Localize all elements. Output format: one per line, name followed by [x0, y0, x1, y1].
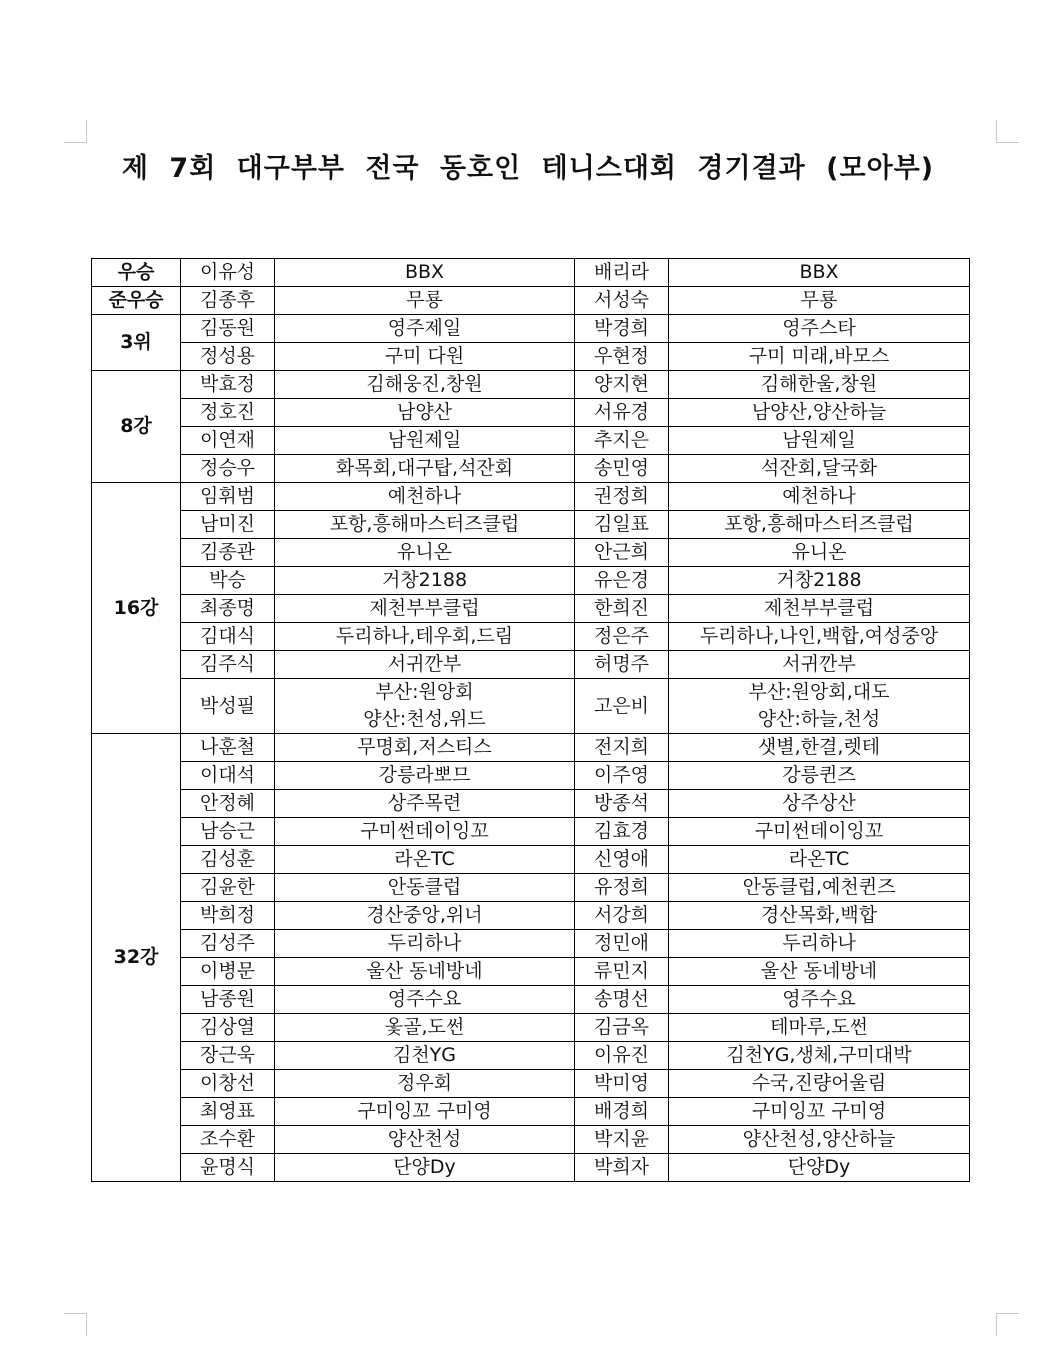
female-player-club — [669, 511, 970, 539]
male-player-club-line: 양산천성 — [387, 1128, 462, 1150]
male-player-club-line: 라온TC — [394, 848, 455, 870]
female-player-club-line: 영주스타 — [782, 317, 856, 339]
female-player-club-line: 양산:하늘,천성 — [757, 708, 881, 730]
male-player-club-line: 상주목련 — [387, 792, 462, 814]
female-player-name: 류민지 — [575, 958, 669, 986]
male-player-club — [275, 399, 575, 427]
female-player-name: 우현정 — [575, 343, 669, 371]
female-player-club — [669, 483, 970, 511]
female-player-name: 이유진 — [575, 1042, 669, 1070]
male-player-name: 정호진 — [181, 399, 275, 427]
female-player-club — [669, 623, 970, 651]
female-player-club — [669, 986, 970, 1014]
female-player-club — [669, 287, 970, 315]
male-player-name: 임휘범 — [181, 483, 275, 511]
male-player-club — [275, 539, 575, 567]
table-row — [92, 930, 970, 958]
table-row — [92, 427, 970, 455]
female-player-club — [669, 371, 970, 399]
male-player-club — [275, 874, 575, 902]
female-player-club-line: 거창2188 — [776, 569, 862, 591]
female-player-name: 정은주 — [575, 623, 669, 651]
male-player-club-line: 영주수요 — [387, 988, 462, 1010]
female-player-club — [669, 1042, 970, 1070]
table-row — [92, 455, 970, 483]
female-player-club-line: 샛별,한결,렛테 — [757, 736, 881, 758]
female-player-name: 전지희 — [575, 734, 669, 762]
female-player-club — [669, 567, 970, 595]
male-player-club — [275, 1154, 575, 1182]
female-player-club-line: 구미썬데이잉꼬 — [754, 820, 884, 842]
male-player-club — [275, 315, 575, 343]
male-player-name: 김대식 — [181, 623, 275, 651]
male-player-club — [275, 483, 575, 511]
female-player-club-line: 제천부부클럽 — [763, 597, 875, 619]
female-player-club — [669, 1098, 970, 1126]
table-row — [92, 679, 970, 734]
female-player-name: 이주영 — [575, 762, 669, 790]
male-player-name: 박효정 — [181, 371, 275, 399]
male-player-club — [275, 1014, 575, 1042]
female-player-name: 한희진 — [575, 595, 669, 623]
male-player-club-line: 남양산 — [396, 401, 453, 423]
female-player-club — [669, 762, 970, 790]
female-player-club-line: 예천하나 — [782, 485, 856, 507]
female-player-club-line: 석잔회,달국화 — [760, 457, 878, 479]
female-player-club-line: 울산 동네방네 — [760, 960, 878, 982]
female-player-club — [669, 539, 970, 567]
male-player-club-line: 구미잉꼬 구미영 — [357, 1100, 492, 1122]
table-row — [92, 1154, 970, 1182]
table-row — [92, 818, 970, 846]
female-player-club-line: 포항,흥해마스터즈클럽 — [724, 513, 914, 535]
round-label: 16강 — [92, 483, 181, 734]
table-row — [92, 1070, 970, 1098]
female-player-club-line: 두리하나,나인,백합,여성중앙 — [699, 625, 939, 647]
female-player-name: 박미영 — [575, 1070, 669, 1098]
female-player-name: 서유경 — [575, 399, 669, 427]
male-player-club-line: 무명회,저스티스 — [357, 736, 492, 758]
male-player-name: 이병문 — [181, 958, 275, 986]
round-label: 32강 — [92, 734, 181, 1182]
table-row — [92, 511, 970, 539]
table-row — [92, 567, 970, 595]
male-player-name: 김상열 — [181, 1014, 275, 1042]
male-player-name: 최종명 — [181, 595, 275, 623]
male-player-club — [275, 1098, 575, 1126]
female-player-club — [669, 427, 970, 455]
male-player-club-line: 부산:원앙회 — [375, 681, 474, 703]
female-player-name: 정민애 — [575, 930, 669, 958]
table-row — [92, 539, 970, 567]
table-row — [92, 958, 970, 986]
female-player-name: 권정희 — [575, 483, 669, 511]
male-player-name: 조수환 — [181, 1126, 275, 1154]
male-player-club — [275, 902, 575, 930]
male-player-club-line: 정우회 — [396, 1072, 453, 1094]
male-player-name: 정승우 — [181, 455, 275, 483]
female-player-club — [669, 902, 970, 930]
female-player-name: 허명주 — [575, 651, 669, 679]
results-table-body — [92, 259, 970, 1182]
male-player-name: 김종후 — [181, 287, 275, 315]
table-row — [92, 1042, 970, 1070]
female-player-name: 박경희 — [575, 315, 669, 343]
male-player-club-line: 단양Dy — [393, 1156, 456, 1178]
male-player-club — [275, 1042, 575, 1070]
female-player-club — [669, 818, 970, 846]
female-player-club-line: 남원제일 — [782, 429, 856, 451]
page-corner-mark-bottom-right — [996, 1313, 1019, 1336]
male-player-name: 남종원 — [181, 986, 275, 1014]
male-player-club — [275, 734, 575, 762]
male-player-club-line: 예천하나 — [387, 485, 462, 507]
male-player-club — [275, 762, 575, 790]
male-player-club — [275, 511, 575, 539]
table-row — [92, 595, 970, 623]
table-row — [92, 399, 970, 427]
female-player-club-line: 김해한울,창원 — [760, 373, 878, 395]
page-corner-mark-top-right — [996, 120, 1019, 143]
round-label: 준우승 — [92, 287, 181, 315]
table-row — [92, 762, 970, 790]
female-player-club-line: 두리하나 — [782, 932, 856, 954]
female-player-club — [669, 315, 970, 343]
male-player-club — [275, 371, 575, 399]
male-player-club-line: 유니온 — [396, 541, 453, 563]
female-player-club — [669, 1070, 970, 1098]
male-player-club — [275, 259, 575, 287]
male-player-name: 김윤한 — [181, 874, 275, 902]
female-player-name: 서성숙 — [575, 287, 669, 315]
female-player-club — [669, 595, 970, 623]
male-player-name: 장근욱 — [181, 1042, 275, 1070]
male-player-club-line: 경산중앙,위너 — [366, 904, 483, 926]
female-player-club-line: 김천YG,생체,구미대박 — [726, 1044, 912, 1066]
table-row — [92, 1014, 970, 1042]
female-player-club-line: 부산:원앙회,대도 — [748, 681, 890, 703]
male-player-club-line: 울산 동네방네 — [366, 960, 483, 982]
male-player-club-line: BBX — [404, 261, 445, 283]
female-player-name: 양지현 — [575, 371, 669, 399]
page-corner-mark-top-left — [64, 120, 87, 143]
male-player-club-line: 구미썬데이잉꼬 — [360, 820, 489, 842]
female-player-name: 김일표 — [575, 511, 669, 539]
male-player-club — [275, 930, 575, 958]
male-player-club-line: 두리하나,테우회,드림 — [335, 625, 514, 647]
male-player-name: 안정혜 — [181, 790, 275, 818]
male-player-club — [275, 287, 575, 315]
female-player-club-line: 영주수요 — [782, 988, 856, 1010]
table-row — [92, 986, 970, 1014]
female-player-club-line: 테마루,도썬 — [770, 1016, 868, 1038]
male-player-name: 김종관 — [181, 539, 275, 567]
female-player-club — [669, 1154, 970, 1182]
male-player-club — [275, 986, 575, 1014]
table-row — [92, 790, 970, 818]
table-row — [92, 902, 970, 930]
table-row — [92, 874, 970, 902]
results-table — [91, 258, 970, 1182]
female-player-club — [669, 259, 970, 287]
male-player-name: 남승근 — [181, 818, 275, 846]
female-player-name: 방종석 — [575, 790, 669, 818]
female-player-name: 박지윤 — [575, 1126, 669, 1154]
female-player-name: 송민영 — [575, 455, 669, 483]
male-player-club — [275, 651, 575, 679]
male-player-club-line: 두리하나 — [387, 932, 462, 954]
female-player-club-line: 유니온 — [791, 541, 847, 563]
table-row — [92, 1126, 970, 1154]
female-player-club — [669, 679, 970, 734]
table-row — [92, 315, 970, 343]
male-player-club-line: 김해웅진,창원 — [366, 373, 483, 395]
male-player-name: 김주식 — [181, 651, 275, 679]
female-player-club — [669, 874, 970, 902]
round-label: 3위 — [92, 315, 181, 371]
female-player-club — [669, 1126, 970, 1154]
female-player-name: 유정희 — [575, 874, 669, 902]
table-row — [92, 343, 970, 371]
male-player-name: 박희정 — [181, 902, 275, 930]
female-player-club — [669, 958, 970, 986]
male-player-name: 박승 — [181, 567, 275, 595]
male-player-club-line: 서귀깐부 — [387, 653, 462, 675]
male-player-club — [275, 455, 575, 483]
table-row — [92, 287, 970, 315]
male-player-club — [275, 1070, 575, 1098]
table-row — [92, 371, 970, 399]
female-player-club — [669, 734, 970, 762]
table-row — [92, 259, 970, 287]
female-player-club-line: 경산목화,백합 — [760, 904, 878, 926]
male-player-name: 정성용 — [181, 343, 275, 371]
table-row — [92, 846, 970, 874]
round-label: 우승 — [92, 259, 181, 287]
male-player-name: 박성필 — [181, 679, 275, 734]
female-player-name: 박희자 — [575, 1154, 669, 1182]
female-player-name: 신영애 — [575, 846, 669, 874]
female-player-name: 안근희 — [575, 539, 669, 567]
male-player-name: 이연재 — [181, 427, 275, 455]
female-player-club-line: 단양Dy — [787, 1156, 851, 1178]
male-player-club-line: 화목회,대구탑,석잔회 — [335, 457, 514, 479]
female-player-club-line: 남양산,양산하늘 — [751, 401, 887, 423]
table-row — [92, 1098, 970, 1126]
female-player-club-line: 상주상산 — [782, 792, 856, 814]
male-player-club-line: 포항,흥해마스터즈클럽 — [329, 513, 520, 535]
female-player-club — [669, 1014, 970, 1042]
male-player-club-line: 안동클럽 — [387, 876, 462, 898]
female-player-club — [669, 930, 970, 958]
female-player-club-line: 서귀깐부 — [782, 653, 856, 675]
female-player-name: 김효경 — [575, 818, 669, 846]
male-player-club — [275, 623, 575, 651]
female-player-name: 배경희 — [575, 1098, 669, 1126]
male-player-name: 윤명식 — [181, 1154, 275, 1182]
table-row — [92, 623, 970, 651]
male-player-club-line: 옻골,도썬 — [384, 1016, 465, 1038]
female-player-name: 김금옥 — [575, 1014, 669, 1042]
round-label: 8강 — [92, 371, 181, 483]
male-player-club — [275, 1126, 575, 1154]
female-player-club-line: BBX — [799, 261, 839, 283]
female-player-name: 송명선 — [575, 986, 669, 1014]
female-player-club — [669, 455, 970, 483]
male-player-club-line: 무룡 — [406, 289, 443, 311]
male-player-club — [275, 818, 575, 846]
male-player-club-line: 김천YG — [392, 1044, 457, 1066]
female-player-name: 고은비 — [575, 679, 669, 734]
male-player-name: 나훈철 — [181, 734, 275, 762]
female-player-club — [669, 343, 970, 371]
female-player-club-line: 라온TC — [788, 848, 850, 870]
male-player-name: 이유성 — [181, 259, 275, 287]
male-player-club — [275, 567, 575, 595]
female-player-name: 서강희 — [575, 902, 669, 930]
female-player-club-line: 무룡 — [800, 289, 838, 311]
male-player-name: 김동원 — [181, 315, 275, 343]
male-player-club — [275, 958, 575, 986]
document-title: 제 7회 대구부부 전국 동호인 테니스대회 경기결과 (모아부) — [121, 153, 935, 184]
male-player-name: 남미진 — [181, 511, 275, 539]
female-player-club — [669, 399, 970, 427]
male-player-club — [275, 846, 575, 874]
male-player-club-line: 양산:천성,위드 — [363, 708, 486, 730]
female-player-club — [669, 846, 970, 874]
male-player-club — [275, 679, 575, 734]
male-player-club-line: 구미 다원 — [384, 345, 465, 367]
male-player-club-line: 강릉라뽀므 — [378, 764, 471, 786]
male-player-name: 최영표 — [181, 1098, 275, 1126]
male-player-club — [275, 790, 575, 818]
female-player-name: 배리라 — [575, 259, 669, 287]
page-corner-mark-bottom-left — [64, 1313, 87, 1336]
male-player-club — [275, 595, 575, 623]
male-player-name: 이대석 — [181, 762, 275, 790]
female-player-name: 유은경 — [575, 567, 669, 595]
female-player-club — [669, 790, 970, 818]
male-player-name: 김성훈 — [181, 846, 275, 874]
male-player-name: 이창선 — [181, 1070, 275, 1098]
table-row — [92, 734, 970, 762]
female-player-club-line: 안동클럽,예천퀸즈 — [742, 876, 896, 898]
male-player-club-line: 거창2188 — [381, 569, 468, 591]
male-player-name: 김성주 — [181, 930, 275, 958]
table-row — [92, 651, 970, 679]
female-player-club-line: 구미 미래,바모스 — [748, 345, 890, 367]
table-row — [92, 483, 970, 511]
male-player-club — [275, 343, 575, 371]
female-player-club — [669, 651, 970, 679]
male-player-club — [275, 427, 575, 455]
female-player-club-line: 강릉퀸즈 — [782, 764, 856, 786]
male-player-club-line: 제천부부클럽 — [369, 597, 480, 619]
male-player-club-line: 남원제일 — [387, 429, 462, 451]
male-player-club-line: 영주제일 — [387, 317, 462, 339]
female-player-club-line: 수국,진량어울림 — [751, 1072, 887, 1094]
female-player-name: 추지은 — [575, 427, 669, 455]
female-player-club-line: 양산천성,양산하늘 — [742, 1128, 896, 1150]
female-player-club-line: 구미잉꼬 구미영 — [751, 1100, 887, 1122]
